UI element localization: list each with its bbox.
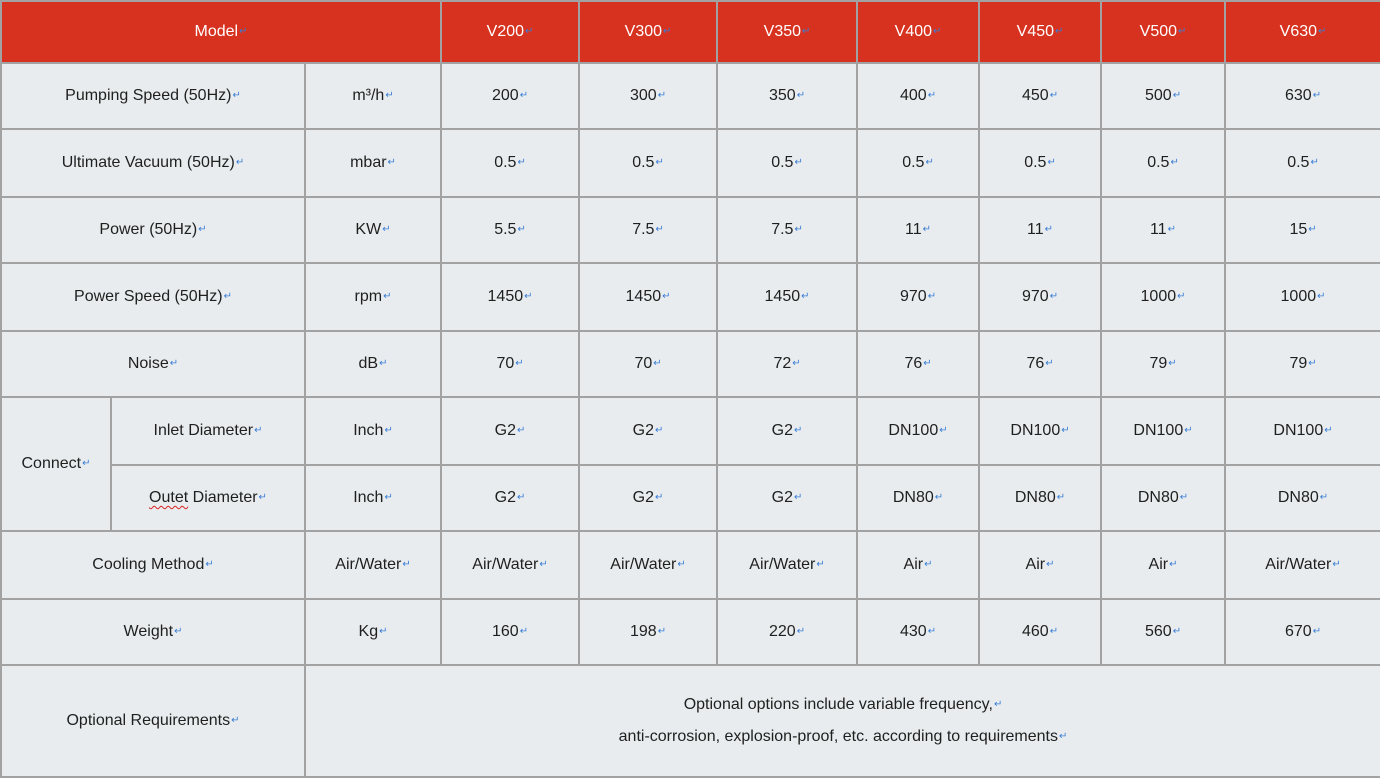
paragraph-mark-icon: ↵ [517,157,526,169]
value-text: 1450 [487,288,524,305]
value-text: 200 [491,87,519,104]
value-text: 79 [1289,355,1308,372]
value-text: 0.5 [494,154,517,171]
row-label-text: Weight [123,623,174,640]
value-cell [441,263,579,331]
row-label [1,665,305,777]
value-cell [1225,599,1380,665]
model-label: V300 [624,23,663,40]
value-text: 630 [1284,87,1312,104]
paragraph-mark-icon: ↵ [519,626,529,638]
value-cell [979,197,1101,263]
value-text: 1450 [625,288,662,305]
paragraph-mark-icon: ↵ [794,157,803,169]
model-label: V450 [1016,23,1055,40]
row-label [111,465,305,531]
paragraph-mark-icon: ↵ [517,224,526,236]
value-cell [1101,129,1225,197]
unit-text: KW [355,221,382,238]
paragraph-mark-icon: ↵ [1318,26,1327,38]
value-cell [857,129,979,197]
model-label: V500 [1139,23,1178,40]
inlet-label-text: Inlet Diameter [153,422,254,439]
value-text: 400 [899,87,927,104]
value-text: 460 [1021,623,1049,640]
unit-text: m³/h [352,87,385,104]
paragraph-mark-icon: ↵ [384,492,393,504]
value-text: 7.5 [632,221,655,238]
paragraph-mark-icon: ↵ [792,358,801,370]
model-header [1,1,441,63]
paragraph-mark-icon: ↵ [1312,90,1322,102]
paragraph-mark-icon: ↵ [653,358,662,370]
paragraph-mark-icon: ↵ [379,626,388,638]
model-header-label: Model [194,23,239,40]
paragraph-mark-icon: ↵ [796,626,806,638]
value-cell [1225,331,1380,397]
value-cell [579,129,717,197]
paragraph-mark-icon: ↵ [1049,291,1059,303]
unit-cell [305,465,441,531]
value-text: G2 [771,489,793,506]
paragraph-mark-icon: ↵ [1061,425,1070,437]
model-label: V350 [763,23,802,40]
model-col-v300 [579,1,717,63]
paragraph-mark-icon: ↵ [1058,731,1068,742]
table-row [1,465,1380,531]
value-cell [441,197,579,263]
value-cell [1101,263,1225,331]
paragraph-mark-icon: ↵ [933,26,942,38]
paragraph-mark-icon: ↵ [1324,425,1333,437]
paragraph-mark-icon: ↵ [1184,425,1193,437]
value-cell [857,599,979,665]
row-label-text: Power Speed (50Hz) [74,288,223,305]
paragraph-mark-icon: ↵ [258,492,267,504]
value-cell [1101,331,1225,397]
paragraph-mark-icon: ↵ [1310,157,1319,169]
unit-cell [305,599,441,665]
row-label [1,331,305,397]
table-row [1,531,1380,599]
value-cell [717,599,857,665]
value-text: 450 [1021,87,1049,104]
value-text: DN100 [1010,422,1061,439]
value-text: Air/Water [472,556,539,573]
value-cell [979,531,1101,599]
value-cell [579,331,717,397]
value-text: G2 [494,489,516,506]
paragraph-mark-icon: ↵ [655,157,664,169]
value-cell [441,63,579,129]
value-cell [717,129,857,197]
header-row [1,1,1380,63]
paragraph-mark-icon: ↵ [1049,90,1059,102]
row-label [1,63,305,129]
table-row [1,599,1380,665]
paragraph-mark-icon: ↵ [379,358,388,370]
value-text: Air [1148,556,1169,573]
value-text: 70 [634,355,653,372]
unit-text: rpm [354,288,383,305]
model-col-v500 [1101,1,1225,63]
value-text: DN80 [892,489,934,506]
value-cell [1101,465,1225,531]
paragraph-mark-icon: ↵ [231,715,240,727]
value-cell [717,331,857,397]
value-text: 0.5 [632,154,655,171]
value-text: Air [1025,556,1046,573]
paragraph-mark-icon: ↵ [927,90,937,102]
value-cell [1225,197,1380,263]
value-cell [857,63,979,129]
row-label-text: Power (50Hz) [99,221,198,238]
value-cell [441,129,579,197]
paragraph-mark-icon: ↵ [382,224,391,236]
value-cell [1225,465,1380,531]
paragraph-mark-icon: ↵ [796,90,806,102]
model-col-v350 [717,1,857,63]
paragraph-mark-icon: ↵ [1308,224,1317,236]
value-text: 198 [629,623,657,640]
value-text: Air [903,556,924,573]
row-label [111,397,305,465]
table-row [1,397,1380,465]
unit-cell [305,263,441,331]
unit-text: mbar [350,154,387,171]
value-text: DN100 [888,422,939,439]
value-cell [1101,599,1225,665]
paragraph-mark-icon: ↵ [384,425,393,437]
paragraph-mark-icon: ↵ [1319,492,1329,504]
value-cell [579,397,717,465]
paragraph-mark-icon: ↵ [655,224,664,236]
value-text: 76 [1026,355,1045,372]
paragraph-mark-icon: ↵ [1056,492,1066,504]
paragraph-mark-icon: ↵ [794,425,803,437]
value-text: Air/Water [1265,556,1332,573]
row-label [1,599,305,665]
unit-cell [305,397,441,465]
unit-cell [305,197,441,263]
model-col-v630 [1225,1,1380,63]
value-cell [1101,197,1225,263]
note-line-1 [306,689,1380,721]
value-text: 0.5 [1147,154,1170,171]
row-label [1,129,305,197]
value-cell [717,197,857,263]
table-row [1,263,1380,331]
value-text: DN80 [1137,489,1179,506]
paragraph-mark-icon: ↵ [402,559,411,571]
value-text: 350 [768,87,796,104]
value-cell [857,397,979,465]
paragraph-mark-icon: ↵ [1049,626,1059,638]
paragraph-mark-icon: ↵ [993,698,1003,710]
table-row [1,129,1380,197]
value-cell [857,465,979,531]
model-label: V200 [486,23,525,40]
value-cell [857,197,979,263]
paragraph-mark-icon: ↵ [663,26,672,38]
paragraph-mark-icon: ↵ [239,26,248,38]
value-text: DN80 [1014,489,1056,506]
value-cell [441,331,579,397]
unit-cell [305,331,441,397]
value-cell [579,197,717,263]
value-text: 1000 [1140,288,1177,305]
value-text: 5.5 [494,221,517,238]
paragraph-mark-icon: ↵ [677,559,686,571]
value-cell [857,331,979,397]
value-cell [441,465,579,531]
model-col-v400 [857,1,979,63]
connect-label [1,397,111,531]
value-text: 160 [491,623,519,640]
value-cell [1225,129,1380,197]
paragraph-mark-icon: ↵ [1177,291,1186,303]
row-label [1,531,305,599]
paragraph-mark-icon: ↵ [794,492,803,504]
paragraph-mark-icon: ↵ [1179,492,1189,504]
value-text: 300 [629,87,657,104]
paragraph-mark-icon: ↵ [794,224,803,236]
value-cell [1225,63,1380,129]
value-text: 0.5 [771,154,794,171]
unit-text: Kg [358,623,379,640]
paragraph-mark-icon: ↵ [1178,26,1187,38]
value-cell [1225,397,1380,465]
paragraph-mark-icon: ↵ [385,90,394,102]
paragraph-mark-icon: ↵ [1172,90,1182,102]
row-label-text: Optional Requirements [66,712,231,729]
value-text: G2 [494,422,516,439]
paragraph-mark-icon: ↵ [1167,224,1177,236]
value-cell [579,465,717,531]
value-cell [979,63,1101,129]
value-text: 560 [1144,623,1172,640]
paragraph-mark-icon: ↵ [539,559,548,571]
paragraph-mark-icon: ↵ [524,291,533,303]
value-text: 72 [773,355,792,372]
value-text: 11 [1027,221,1044,238]
paragraph-mark-icon: ↵ [816,559,825,571]
value-cell [979,129,1101,197]
paragraph-mark-icon: ↵ [1046,559,1055,571]
value-cell [441,531,579,599]
value-text: 500 [1144,87,1172,104]
paragraph-mark-icon: ↵ [1045,358,1054,370]
paragraph-mark-icon: ↵ [657,90,667,102]
value-text: 670 [1284,623,1312,640]
value-cell [857,263,979,331]
value-text: 15 [1289,221,1308,238]
unit-cell [305,531,441,599]
table-row [1,331,1380,397]
value-cell [979,465,1101,531]
paragraph-mark-icon: ↵ [235,157,245,169]
row-label-text: Ultimate Vacuum (50Hz) [61,154,235,171]
model-col-v200 [441,1,579,63]
value-cell [579,531,717,599]
unit-text: Inch [353,422,384,439]
paragraph-mark-icon: ↵ [169,358,179,370]
value-cell [441,397,579,465]
value-cell [1101,63,1225,129]
value-cell [717,465,857,531]
paragraph-mark-icon: ↵ [1168,358,1177,370]
model-label: V400 [894,23,933,40]
paragraph-mark-icon: ↵ [519,90,529,102]
row-label [1,197,305,263]
paragraph-mark-icon: ↵ [927,291,937,303]
value-text: DN100 [1273,422,1324,439]
value-text: G2 [632,489,654,506]
value-text: 0.5 [902,154,925,171]
note-line-2 [306,721,1380,753]
table-row [1,665,1380,777]
paragraph-mark-icon: ↵ [1308,358,1317,370]
paragraph-mark-icon: ↵ [254,425,263,437]
value-cell [857,531,979,599]
paragraph-mark-icon: ↵ [924,559,933,571]
value-text: 79 [1149,355,1168,372]
value-cell [579,599,717,665]
value-text: 970 [1021,288,1049,305]
paragraph-mark-icon: ↵ [205,559,214,571]
value-cell [979,331,1101,397]
paragraph-mark-icon: ↵ [927,626,937,638]
value-cell [717,63,857,129]
paragraph-mark-icon: ↵ [925,157,934,169]
value-text: 1000 [1280,288,1317,305]
paragraph-mark-icon: ↵ [1044,224,1054,236]
value-text: Air/Water [610,556,677,573]
paragraph-mark-icon: ↵ [525,26,534,38]
row-label-text: Noise [127,355,169,372]
paragraph-mark-icon: ↵ [655,492,664,504]
value-text: 11 [1150,221,1167,238]
value-cell [1101,531,1225,599]
value-text: DN100 [1133,422,1184,439]
paragraph-mark-icon: ↵ [174,626,183,638]
paragraph-mark-icon: ↵ [655,425,664,437]
note-text: Optional options include variable frequency, [683,696,993,713]
value-cell [441,599,579,665]
unit-text: Inch [353,489,384,506]
value-text: 70 [496,355,515,372]
value-cell [1225,263,1380,331]
value-text: 0.5 [1287,154,1310,171]
value-cell [717,397,857,465]
paragraph-mark-icon: ↵ [1047,157,1056,169]
value-text: 430 [899,623,927,640]
unit-cell [305,63,441,129]
paragraph-mark-icon: ↵ [801,291,810,303]
value-cell [717,531,857,599]
paragraph-mark-icon: ↵ [662,291,671,303]
unit-text: dB [358,355,379,372]
value-cell [579,263,717,331]
optional-note [305,665,1380,777]
model-label: V630 [1279,23,1318,40]
paragraph-mark-icon: ↵ [232,90,241,102]
paragraph-mark-icon: ↵ [923,358,932,370]
paragraph-mark-icon: ↵ [223,291,232,303]
paragraph-mark-icon: ↵ [657,626,667,638]
paragraph-mark-icon: ↵ [198,224,207,236]
value-cell [1101,397,1225,465]
unit-text: Air/Water [335,556,402,573]
value-text: 11 [905,221,922,238]
value-text: 76 [904,355,923,372]
paragraph-mark-icon: ↵ [922,224,932,236]
value-text: DN80 [1277,489,1319,506]
value-text: G2 [771,422,793,439]
spellcheck-word: Outet [149,489,189,506]
value-cell [579,63,717,129]
paragraph-mark-icon: ↵ [934,492,944,504]
paragraph-mark-icon: ↵ [1332,559,1341,571]
value-cell [717,263,857,331]
row-label [1,263,305,331]
row-label-text: Pumping Speed (50Hz) [65,87,232,104]
value-text: 7.5 [771,221,794,238]
value-text: 970 [899,288,927,305]
connect-label-text: Connect [21,455,82,472]
value-cell [979,263,1101,331]
paragraph-mark-icon: ↵ [1172,626,1182,638]
paragraph-mark-icon: ↵ [1169,559,1178,571]
paragraph-mark-icon: ↵ [387,157,396,169]
value-cell [979,397,1101,465]
outlet-label-text: Diameter [188,489,258,506]
value-text: 220 [768,623,796,640]
value-cell [979,599,1101,665]
paragraph-mark-icon: ↵ [515,358,524,370]
paragraph-mark-icon: ↵ [517,425,526,437]
table-row [1,197,1380,263]
unit-cell [305,129,441,197]
value-text: 1450 [764,288,801,305]
value-text: G2 [632,422,654,439]
paragraph-mark-icon: ↵ [802,26,811,38]
paragraph-mark-icon: ↵ [939,425,948,437]
value-cell [1225,531,1380,599]
model-col-v450 [979,1,1101,63]
paragraph-mark-icon: ↵ [1317,291,1326,303]
paragraph-mark-icon: ↵ [1312,626,1322,638]
paragraph-mark-icon: ↵ [517,492,526,504]
row-label-text: Cooling Method [92,556,205,573]
paragraph-mark-icon: ↵ [1170,157,1179,169]
note-text: anti-corrosion, explosion-proof, etc. according to requirements [618,728,1058,746]
paragraph-mark-icon: ↵ [82,458,91,470]
paragraph-mark-icon: ↵ [383,291,392,303]
value-text: 0.5 [1024,154,1047,171]
value-text: Air/Water [749,556,816,573]
paragraph-mark-icon: ↵ [1055,26,1064,38]
table-row [1,63,1380,129]
